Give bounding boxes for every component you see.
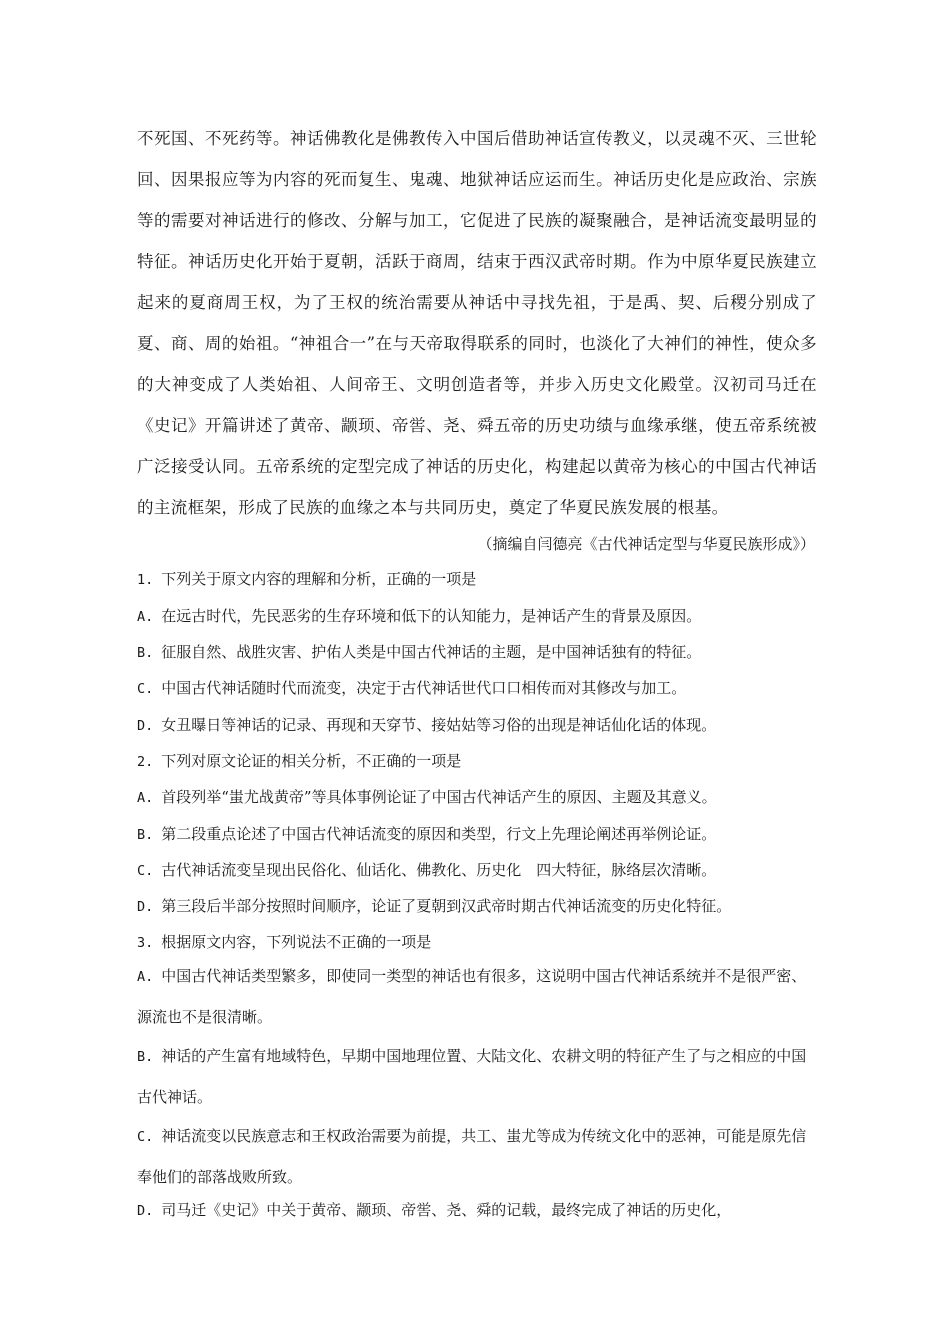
source-citation: （摘编自闫德亮《古代神话定型与华夏民族形成》） — [477, 535, 815, 553]
question-2-option-a: A. 首段列举“蚩尤战黄帝”等具体事例论证了中国古代神话产生的原因、主题及其意义。 — [137, 788, 717, 806]
question-3-option-b: B. 神话的产生富有地域特色，早期中国地理位置、大陆文化、农耕文明的特征产生了与之相应的中国古代神话。 — [137, 1047, 807, 1106]
question-3-stem: 3. 根据原文内容，下列说法不正确的一项是 — [137, 933, 432, 951]
question-1-option-b: B. 征服自然、战胜灾害、护佑人类是中国古代神话的主题，是中国神话独有的特征。 — [137, 643, 702, 661]
question-2-option-c: C. 古代神话流变呈现出民俗化、仙话化、佛教化、历史化 四大特征，脉络层次清晰。 — [137, 861, 717, 879]
passage-text: 不死国、不死药等。神话佛教化是佛教传入中国后借助神话宣传教义，以灵魂不灭、三世轮回、因果报应等为内容的死而复生、鬼魂、地狱神话应运而生。神话历史化是应政治、宗族等的需要对神话进行的修改、分解与加工，它促进了民族的凝聚融合，是神话流变最明显的特征。神话历史化开始于夏朝，活跃于商周，结束于西汉武帝时期。作为中原华夏民族建立起来的夏商周王权，为了王权的统治需要从神话中寻找先祖，于是禹、契、后稷分别成了夏、商、周的始祖。“神祖合一”在与天帝取得联系的同时，也淡化了大神们的神性，使众多的大神变成了人类始祖、人间帝王、文明创造者等，并步入历史文化殿堂。汉初司马迁在《史记》开篇讲述了黄帝、颛顼、帝喾、尧、舜五帝的历史功绩与血缘承继，使五帝系统被广泛接受认同。五帝系统的定型完成了神话的历史化，构建起以黄帝为核心的中国古代神话的主流框架，形成了民族的血缘之本与共同历史，奠定了华夏民族发展的根基。 — [137, 129, 817, 517]
question-2-stem: 2. 下列对原文论证的相关分析，不正确的一项是 — [137, 752, 462, 770]
question-1-option-c: C. 中国古代神话随时代而流变，决定于古代神话世代口口相传而对其修改与加工。 — [137, 679, 687, 697]
question-1-option-a: A. 在远古时代，先民恶劣的生存环境和低下的认知能力，是神话产生的背景及原因。 — [137, 607, 702, 625]
question-3-option-d: D. 司马迁《史记》中关于黄帝、颛顼、帝喾、尧、舜的记载，最终完成了神话的历史化， — [137, 1201, 732, 1219]
question-3-option-c: C. 神话流变以民族意志和王权政治需要为前提，共工、蚩尤等成为传统文化中的恶神，可能是原先信奉他们的部落战败所致。 — [137, 1127, 807, 1186]
question-1-stem: 1. 下列关于原文内容的理解和分析，正确的一项是 — [137, 570, 477, 588]
question-2-option-b: B. 第二段重点论述了中国古代神话流变的原因和类型，行文上先理论阐述再举例论证。 — [137, 825, 717, 843]
question-2-option-d: D. 第三段后半部分按照时间顺序，论证了夏朝到汉武帝时期古代神话流变的历史化特征。 — [137, 897, 732, 915]
question-3-option-a: A. 中国古代神话类型繁多，即使同一类型的神话也有很多，这说明中国古代神话系统并不是很严密、源流也不是很清晰。 — [137, 967, 807, 1026]
question-1-option-d: D. 女丑曝日等神话的记录、再现和天穿节、接姑姑等习俗的出现是神话仙化话的体现。 — [137, 716, 717, 734]
